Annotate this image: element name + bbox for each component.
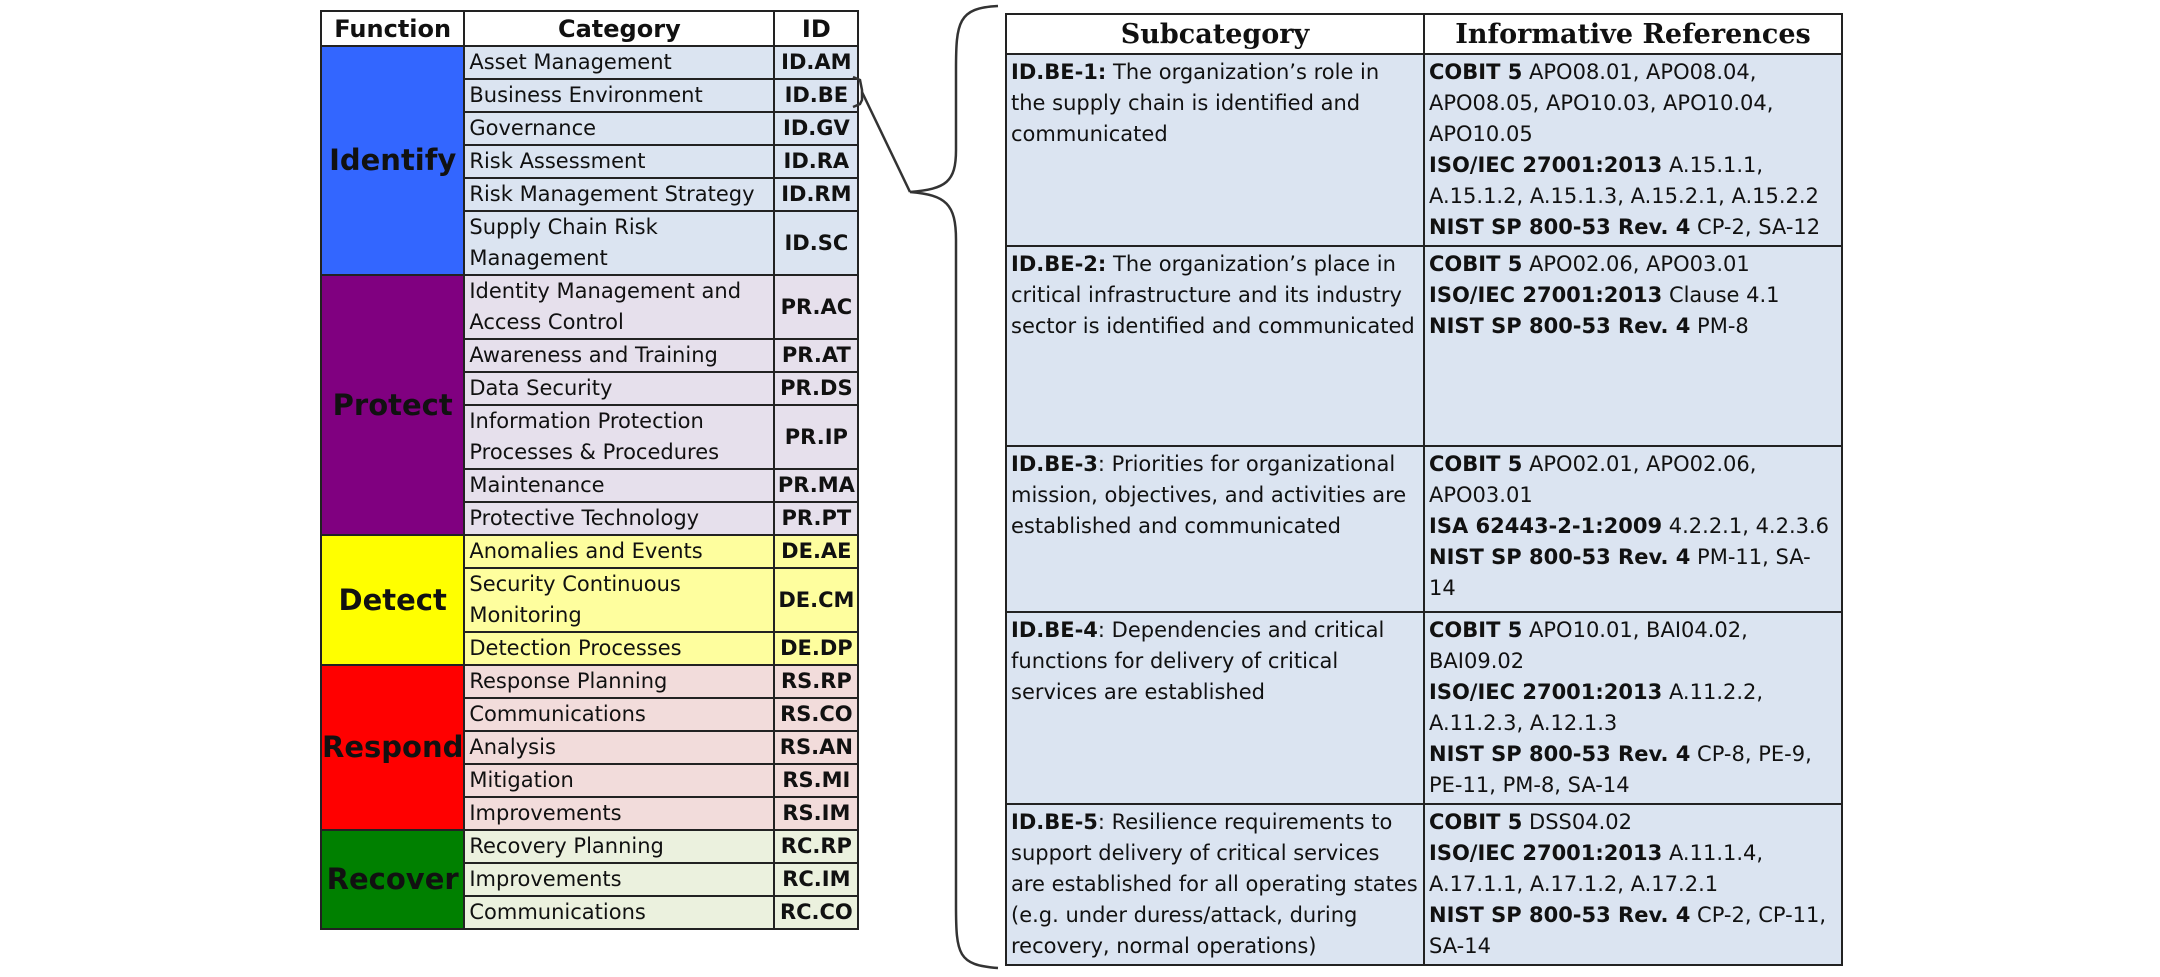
references-cell xyxy=(1424,246,1842,446)
function-cell: Recover xyxy=(321,830,464,929)
category-id-cell: RS.MI xyxy=(774,764,858,797)
large-brace xyxy=(910,6,998,968)
category-row xyxy=(321,830,858,863)
subcategory-cell xyxy=(1006,446,1424,612)
category-cell: Analysis xyxy=(464,731,774,764)
category-cell: Asset Management xyxy=(464,46,774,79)
reference-line xyxy=(1429,57,1837,150)
references-cell xyxy=(1424,54,1842,246)
reference-source: NIST SP 800-53 Rev. 4 xyxy=(1429,742,1691,766)
reference-items: CP-8, PE-9, PE-11, PM-8, SA-14 xyxy=(1429,742,1812,797)
subcategory-row xyxy=(1006,446,1842,612)
category-id-cell: RC.IM xyxy=(774,863,858,896)
subcategory-text: : Resilience requirements to support delivery of critical services are established for all operating states (e.g. under duress/attack, during recovery, normal operations) xyxy=(1011,810,1418,958)
reference-source: NIST SP 800-53 Rev. 4 xyxy=(1429,545,1691,569)
subcategory-cell xyxy=(1006,612,1424,804)
reference-line xyxy=(1429,838,1837,900)
reference-source: COBIT 5 xyxy=(1429,60,1523,84)
reference-source: ISO/IEC 27001:2013 xyxy=(1429,841,1663,865)
subcategory-text: The organization’s place in critical infrastructure and its industry sector is identified and communicated xyxy=(1011,252,1415,338)
function-cell: Detect xyxy=(321,535,464,665)
category-cell: Mitigation xyxy=(464,764,774,797)
reference-items: Clause 4.1 xyxy=(1668,283,1780,307)
category-id-cell: ID.GV xyxy=(774,112,858,145)
reference-line xyxy=(1429,280,1837,311)
category-row xyxy=(321,275,858,339)
subcategory-header-row xyxy=(1006,14,1842,54)
reference-line xyxy=(1429,212,1837,243)
subcategory-row xyxy=(1006,804,1842,965)
category-row xyxy=(321,665,858,698)
subcategory-row xyxy=(1006,54,1842,246)
reference-line xyxy=(1429,511,1837,542)
function-header: Function xyxy=(321,11,464,46)
function-cell: Identify xyxy=(321,46,464,275)
reference-source: COBIT 5 xyxy=(1429,810,1523,834)
reference-items: CP-2, SA-12 xyxy=(1697,215,1821,239)
category-cell: Governance xyxy=(464,112,774,145)
reference-source: NIST SP 800-53 Rev. 4 xyxy=(1429,215,1691,239)
category-id-cell: RS.IM xyxy=(774,797,858,830)
reference-source: NIST SP 800-53 Rev. 4 xyxy=(1429,314,1691,338)
reference-line xyxy=(1429,150,1837,212)
reference-items: DSS04.02 xyxy=(1529,810,1632,834)
reference-line xyxy=(1429,615,1837,677)
subcategory-text: : Priorities for organizational mission, objectives, and activities are established and communicated xyxy=(1011,452,1407,538)
reference-source: ISA 62443-2-1:2009 xyxy=(1429,514,1663,538)
reference-items: APO02.06, APO03.01 xyxy=(1529,252,1750,276)
category-id-cell: ID.RM xyxy=(774,178,858,211)
category-id-cell: DE.AE xyxy=(774,535,858,568)
category-cell: Response Planning xyxy=(464,665,774,698)
reference-line xyxy=(1429,677,1837,739)
category-id-cell: PR.AT xyxy=(774,339,858,372)
category-id-cell: PR.MA xyxy=(774,469,858,502)
reference-source: ISO/IEC 27001:2013 xyxy=(1429,680,1663,704)
reference-items: A.11.1.4, A.17.1.1, A.17.1.2, A.17.2.1 xyxy=(1429,841,1764,896)
framework-body xyxy=(321,46,858,929)
category-cell: Improvements xyxy=(464,797,774,830)
references-cell xyxy=(1424,804,1842,965)
reference-items: 4.2.2.1, 4.2.3.6 xyxy=(1668,514,1830,538)
category-id-cell: PR.PT xyxy=(774,502,858,535)
subcategory-row xyxy=(1006,612,1842,804)
id-header: ID xyxy=(774,11,858,46)
reference-source: COBIT 5 xyxy=(1429,452,1523,476)
category-cell: Anomalies and Events xyxy=(464,535,774,568)
category-cell: Recovery Planning xyxy=(464,830,774,863)
category-cell: Information Protection Processes & Procedures xyxy=(464,405,774,469)
category-id-cell: RS.AN xyxy=(774,731,858,764)
reference-items: APO08.01, APO08.04, APO08.05, APO10.03, APO10.04, APO10.05 xyxy=(1429,60,1774,146)
category-id-cell: DE.DP xyxy=(774,632,858,665)
subcategory-table xyxy=(1005,13,1843,966)
subcategory-cell xyxy=(1006,54,1424,246)
category-cell: Supply Chain Risk Management xyxy=(464,211,774,275)
subcategory-row xyxy=(1006,246,1842,446)
category-id-cell: RC.CO xyxy=(774,896,858,929)
category-id-cell: RS.CO xyxy=(774,698,858,731)
category-cell: Identity Management and Access Control xyxy=(464,275,774,339)
reference-line xyxy=(1429,739,1837,801)
category-cell: Risk Assessment xyxy=(464,145,774,178)
category-id-cell: RC.RP xyxy=(774,830,858,863)
category-id-cell: ID.RA xyxy=(774,145,858,178)
category-cell: Protective Technology xyxy=(464,502,774,535)
subcategory-header: Subcategory xyxy=(1006,14,1424,54)
reference-source: ISO/IEC 27001:2013 xyxy=(1429,283,1663,307)
references-cell xyxy=(1424,612,1842,804)
function-cell: Protect xyxy=(321,275,464,535)
reference-items: APO10.01, BAI04.02, BAI09.02 xyxy=(1429,618,1748,673)
framework-core-table xyxy=(320,10,859,930)
reference-items: A.15.1.1, A.15.1.2, A.15.1.3, A.15.2.1, A.15.2.2 xyxy=(1429,153,1819,208)
subcategory-cell xyxy=(1006,246,1424,446)
category-row xyxy=(321,535,858,568)
category-id-cell: ID.SC xyxy=(774,211,858,275)
subcategory-id: ID.BE-1: xyxy=(1011,60,1107,84)
category-cell: Maintenance xyxy=(464,469,774,502)
category-header: Category xyxy=(464,11,774,46)
function-cell: Respond xyxy=(321,665,464,830)
reference-line xyxy=(1429,900,1837,962)
category-id-cell: ID.AM xyxy=(774,46,858,79)
reference-items: CP-2, CP-11, SA-14 xyxy=(1429,903,1827,958)
reference-line xyxy=(1429,311,1837,342)
category-id-cell: ID.BE xyxy=(774,79,858,112)
connector-line xyxy=(862,92,910,192)
subcategory-id: ID.BE-5 xyxy=(1011,810,1098,834)
reference-items: PM-8 xyxy=(1697,314,1749,338)
reference-source: NIST SP 800-53 Rev. 4 xyxy=(1429,903,1691,927)
reference-items: APO02.01, APO02.06, APO03.01 xyxy=(1429,452,1757,507)
reference-source: COBIT 5 xyxy=(1429,618,1523,642)
category-cell: Risk Management Strategy xyxy=(464,178,774,211)
reference-line xyxy=(1429,807,1837,838)
category-cell: Awareness and Training xyxy=(464,339,774,372)
subcategory-id: ID.BE-3 xyxy=(1011,452,1098,476)
subcategory-body xyxy=(1006,54,1842,965)
subcategory-cell xyxy=(1006,804,1424,965)
subcategory-text: The organization’s role in the supply chain is identified and communicated xyxy=(1011,60,1380,146)
subcategory-id: ID.BE-4 xyxy=(1011,618,1098,642)
reference-line xyxy=(1429,542,1837,604)
reference-items: A.11.2.2, A.11.2.3, A.12.1.3 xyxy=(1429,680,1764,735)
category-cell: Improvements xyxy=(464,863,774,896)
references-cell xyxy=(1424,446,1842,612)
subcategory-id: ID.BE-2: xyxy=(1011,252,1107,276)
category-cell: Security Continuous Monitoring xyxy=(464,568,774,632)
reference-source: COBIT 5 xyxy=(1429,252,1523,276)
framework-header-row xyxy=(321,11,858,46)
category-cell: Communications xyxy=(464,896,774,929)
category-id-cell: PR.AC xyxy=(774,275,858,339)
category-cell: Data Security xyxy=(464,372,774,405)
category-id-cell: PR.DS xyxy=(774,372,858,405)
reference-line xyxy=(1429,249,1837,280)
reference-line xyxy=(1429,449,1837,511)
category-id-cell: RS.RP xyxy=(774,665,858,698)
subcategory-text: : Dependencies and critical functions for delivery of critical services are established xyxy=(1011,618,1385,704)
category-id-cell: DE.CM xyxy=(774,568,858,632)
category-cell: Detection Processes xyxy=(464,632,774,665)
category-cell: Communications xyxy=(464,698,774,731)
category-id-cell: PR.IP xyxy=(774,405,858,469)
category-row xyxy=(321,46,858,79)
reference-items: PM-11, SA-14 xyxy=(1429,545,1811,600)
references-header: Informative References xyxy=(1424,14,1842,54)
category-cell: Business Environment xyxy=(464,79,774,112)
reference-source: ISO/IEC 27001:2013 xyxy=(1429,153,1663,177)
